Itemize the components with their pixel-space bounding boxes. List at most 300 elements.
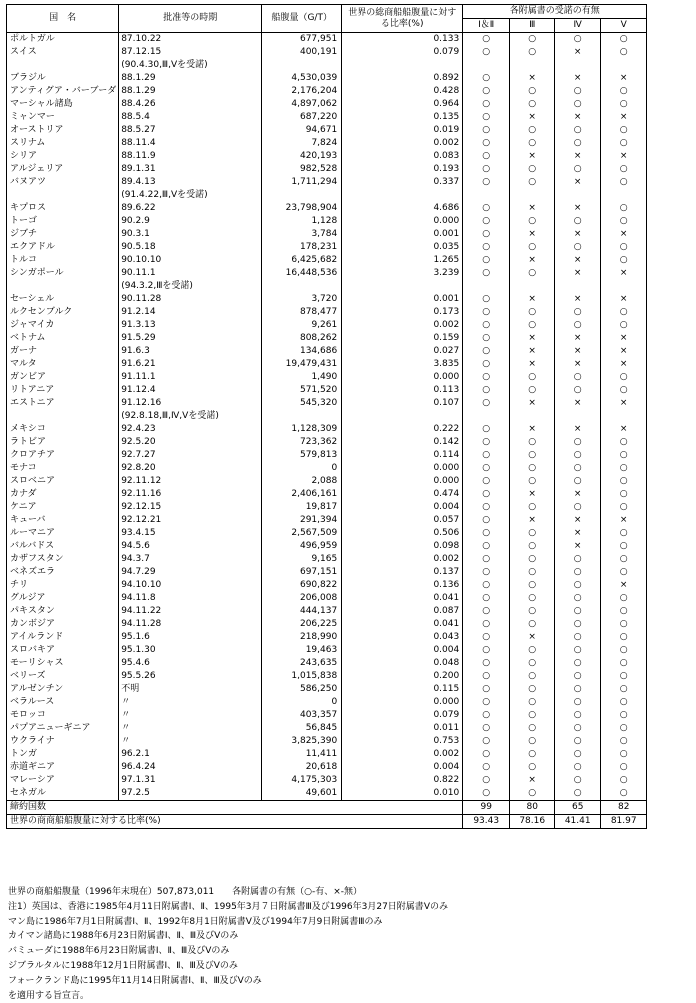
marpol-ratification-table: [6, 4, 647, 829]
cell-annex-4: ○: [555, 501, 601, 514]
cell-annex-1-2: ○: [463, 202, 510, 215]
cell-annex-3: ○: [510, 696, 555, 709]
cell-country: スロバキア: [7, 644, 119, 657]
cell-annex-5: [601, 189, 647, 202]
cell-annex-3: ×: [510, 202, 555, 215]
cell-annex-3: ○: [510, 748, 555, 761]
cell-date: 94.3.7: [119, 553, 262, 566]
cell-date: 90.5.18: [119, 241, 262, 254]
cell-annex-4: ○: [555, 306, 601, 319]
cell-ratio: 0.002: [342, 748, 463, 761]
table-row: [7, 319, 647, 332]
cell-annex-5: ○: [601, 98, 647, 111]
cell-tonnage: 586,250: [262, 683, 342, 696]
cell-country: キューバ: [7, 514, 119, 527]
table-row-note: [7, 280, 647, 293]
cell-tonnage: 23,798,904: [262, 202, 342, 215]
cell-annex-1-2: ○: [463, 124, 510, 137]
cell-tonnage: 444,137: [262, 605, 342, 618]
cell-annex-1-2: ○: [463, 33, 510, 47]
cell-date: 92.11.16: [119, 488, 262, 501]
footnote-line: カイマン諸島に1988年6月23日附属書Ⅰ、Ⅱ、Ⅲ及びⅤのみ: [8, 931, 239, 942]
cell-tonnage: [262, 59, 342, 72]
cell-country: トンガ: [7, 748, 119, 761]
cell-ratio: 0.087: [342, 605, 463, 618]
cell-country: モロッコ: [7, 709, 119, 722]
cell-date: 94.5.6: [119, 540, 262, 553]
cell-annex-5: ○: [601, 527, 647, 540]
cell-annex-5: ○: [601, 371, 647, 384]
cell-tonnage: 291,394: [262, 514, 342, 527]
cell-date: 92.12.15: [119, 501, 262, 514]
cell-ratio: 0.004: [342, 761, 463, 774]
cell-ratio: 0.019: [342, 124, 463, 137]
cell-annex-1-2: ○: [463, 358, 510, 371]
cell-date: 88.1.29: [119, 72, 262, 85]
cell-annex-1-2: ○: [463, 436, 510, 449]
cell-date: 94.11.28: [119, 618, 262, 631]
cell-annex-4: ×: [555, 345, 601, 358]
cell-annex-5: ○: [601, 540, 647, 553]
cell-country: メキシコ: [7, 423, 119, 436]
cell-ratio: 0.200: [342, 670, 463, 683]
cell-ratio: 0.083: [342, 150, 463, 163]
cell-tonnage: 496,959: [262, 540, 342, 553]
cell-annex-3: [510, 59, 555, 72]
cell-country: アンティグア・バーブーダ: [7, 85, 119, 98]
cell-annex-4: ○: [555, 748, 601, 761]
cell-annex-5: ○: [601, 241, 647, 254]
cell-country: リトアニア: [7, 384, 119, 397]
cell-ratio: 0.035: [342, 241, 463, 254]
header-date: 批准等の時期: [119, 5, 262, 33]
cell-date: 89.1.31: [119, 163, 262, 176]
cell-date: 〃: [119, 735, 262, 748]
cell-date: 92.11.12: [119, 475, 262, 488]
cell-date: 95.4.6: [119, 657, 262, 670]
cell-ratio: 0.001: [342, 293, 463, 306]
cell-date: 96.2.1: [119, 748, 262, 761]
cell-annex-1-2: ○: [463, 722, 510, 735]
cell-annex-4: ○: [555, 605, 601, 618]
cell-ratio: 1.265: [342, 254, 463, 267]
cell-date: 91.5.29: [119, 332, 262, 345]
cell-ratio: 0.822: [342, 774, 463, 787]
cell-country: シリア: [7, 150, 119, 163]
cell-country: ジブチ: [7, 228, 119, 241]
cell-country: ベラルース: [7, 696, 119, 709]
cell-ratio: 0.428: [342, 85, 463, 98]
cell-tonnage: 16,448,536: [262, 267, 342, 280]
cell-annex-1-2: ○: [463, 501, 510, 514]
cell-date: 92.8.20: [119, 462, 262, 475]
table-row: [7, 787, 647, 801]
cell-country: セネガル: [7, 787, 119, 801]
cell-annex-5: [601, 280, 647, 293]
cell-annex-4: ×: [555, 488, 601, 501]
cell-annex-4: ×: [555, 332, 601, 345]
cell-annex-4: ○: [555, 85, 601, 98]
cell-ratio: 4.686: [342, 202, 463, 215]
cell-date: 90.10.10: [119, 254, 262, 267]
cell-annex-4: ○: [555, 384, 601, 397]
cell-country: ベリーズ: [7, 670, 119, 683]
cell-annex-4: ○: [555, 449, 601, 462]
cell-annex-4: ○: [555, 644, 601, 657]
cell-date: 91.2.14: [119, 306, 262, 319]
cell-tonnage: 1,711,294: [262, 176, 342, 189]
cell-annex-5: ×: [601, 150, 647, 163]
cell-annex-1-2: [463, 410, 510, 423]
cell-date: 88.1.29: [119, 85, 262, 98]
cell-ratio: 0.135: [342, 111, 463, 124]
cell-annex-3: [510, 280, 555, 293]
summary-ratio-row: [7, 815, 647, 829]
cell-tonnage: 56,845: [262, 722, 342, 735]
cell-ratio: 0.041: [342, 618, 463, 631]
cell-annex-5: ○: [601, 748, 647, 761]
cell-tonnage: [262, 280, 342, 293]
cell-ratio: 0.000: [342, 462, 463, 475]
cell-tonnage: 878,477: [262, 306, 342, 319]
cell-annex-3: ○: [510, 241, 555, 254]
cell-date: 90.2.9: [119, 215, 262, 228]
cell-tonnage: 420,193: [262, 150, 342, 163]
cell-date: 91.12.16: [119, 397, 262, 410]
table-row: [7, 293, 647, 306]
header-annex-3: Ⅲ: [510, 19, 555, 33]
table-row: [7, 748, 647, 761]
cell-tonnage: 0: [262, 696, 342, 709]
cell-tonnage: 687,220: [262, 111, 342, 124]
table-row: [7, 98, 647, 111]
cell-annex-1-2: ○: [463, 72, 510, 85]
cell-annex-3: ×: [510, 358, 555, 371]
cell-annex-4: ○: [555, 592, 601, 605]
footnote-line: を適用する旨宣言。: [8, 990, 90, 1001]
cell-tonnage: 206,008: [262, 592, 342, 605]
cell-annex-1-2: ○: [463, 488, 510, 501]
cell-annex-4: ○: [555, 319, 601, 332]
cell-tonnage: 579,813: [262, 449, 342, 462]
cell-date: 88.11.9: [119, 150, 262, 163]
cell-annex-5: ×: [601, 358, 647, 371]
table-row: [7, 137, 647, 150]
cell-annex-1-2: [463, 59, 510, 72]
cell-ratio: 0.892: [342, 72, 463, 85]
cell-annex-5: ○: [601, 553, 647, 566]
table-row: [7, 540, 647, 553]
cell-annex-5: ○: [601, 488, 647, 501]
cell-tonnage: 677,951: [262, 33, 342, 47]
cell-annex-3: ×: [510, 423, 555, 436]
cell-date: 88.5.27: [119, 124, 262, 137]
cell-country: セーシェル: [7, 293, 119, 306]
cell-date: 91.6.3: [119, 345, 262, 358]
cell-annex-5: ×: [601, 267, 647, 280]
cell-ratio: 0.193: [342, 163, 463, 176]
cell-annex-5: ×: [601, 293, 647, 306]
header-annex-group: 各附属書の受諾の有無: [463, 5, 647, 19]
table-row: [7, 722, 647, 735]
table-row: [7, 72, 647, 85]
cell-date: 92.12.21: [119, 514, 262, 527]
cell-annex-4: ○: [555, 553, 601, 566]
table-row: [7, 254, 647, 267]
cell-annex-5: ○: [601, 475, 647, 488]
table-row: [7, 423, 647, 436]
cell-annex-3: ○: [510, 761, 555, 774]
cell-annex-1-2: ○: [463, 475, 510, 488]
table-row: [7, 761, 647, 774]
cell-ratio: 0.506: [342, 527, 463, 540]
table-row: [7, 33, 647, 47]
cell-date: 89.6.22: [119, 202, 262, 215]
cell-date: 92.4.23: [119, 423, 262, 436]
cell-annex-4: ×: [555, 527, 601, 540]
cell-annex-1-2: ○: [463, 267, 510, 280]
table-row: [7, 267, 647, 280]
cell-tonnage: 3,784: [262, 228, 342, 241]
cell-date: 〃: [119, 709, 262, 722]
cell-annex-5: ×: [601, 345, 647, 358]
cell-annex-1-2: ○: [463, 514, 510, 527]
cell-annex-4: ×: [555, 150, 601, 163]
cell-tonnage: 982,528: [262, 163, 342, 176]
summary-ratio-label: 世界の商商船船腹量に対する比率(%): [7, 815, 463, 829]
cell-date: 88.4.26: [119, 98, 262, 111]
cell-annex-1-2: ○: [463, 319, 510, 332]
cell-country: ジャマイカ: [7, 319, 119, 332]
cell-tonnage: 4,530,039: [262, 72, 342, 85]
cell-annex-5: ○: [601, 501, 647, 514]
cell-annex-5: [601, 59, 647, 72]
cell-annex-1-2: ○: [463, 553, 510, 566]
cell-ratio: 0.000: [342, 371, 463, 384]
cell-annex-3: ×: [510, 254, 555, 267]
cell-annex-3: ○: [510, 46, 555, 59]
cell-annex-1-2: ○: [463, 345, 510, 358]
table-row: [7, 150, 647, 163]
footnote-line: 注1）英国は、香港に1985年4月11日附属書Ⅰ、Ⅱ、1995年3月７日附属書Ⅲ及び1996年3月27日附属書Ⅴのみ: [8, 901, 448, 912]
cell-annex-4: ○: [555, 436, 601, 449]
cell-annex-4: ○: [555, 475, 601, 488]
cell-annex-3: ○: [510, 462, 555, 475]
cell-annex-4: ×: [555, 254, 601, 267]
cell-ratio: 0.115: [342, 683, 463, 696]
cell-ratio: 0.011: [342, 722, 463, 735]
cell-annex-1-2: ○: [463, 566, 510, 579]
cell-annex-1-2: ○: [463, 748, 510, 761]
cell-annex-4: ×: [555, 228, 601, 241]
cell-annex-3: ○: [510, 176, 555, 189]
cell-annex-4: ○: [555, 579, 601, 592]
cell-ratio: 0.137: [342, 566, 463, 579]
footnote-line: フォークランド島に1995年11月14日附属書Ⅰ、Ⅱ、Ⅲ及びⅤのみ: [8, 975, 262, 986]
cell-annex-3: ○: [510, 566, 555, 579]
cell-annex-5: ○: [601, 46, 647, 59]
table-row: [7, 46, 647, 59]
footnote-line: マン島に1986年7月1日附属書Ⅰ、Ⅱ、1992年8月1日附属書Ⅴ及び1994年7月9日附属書Ⅲのみ: [8, 916, 383, 927]
cell-annex-1-2: ○: [463, 228, 510, 241]
cell-ratio: 0.133: [342, 33, 463, 47]
cell-annex-4: ×: [555, 540, 601, 553]
cell-annex-1-2: ○: [463, 735, 510, 748]
cell-tonnage: 19,463: [262, 644, 342, 657]
cell-annex-3: ○: [510, 384, 555, 397]
cell-country: モーリシャス: [7, 657, 119, 670]
cell-date: (90.4.30,Ⅲ,Ⅴを受諾): [119, 59, 262, 72]
cell-country: ブラジル: [7, 72, 119, 85]
cell-annex-5: ○: [601, 566, 647, 579]
cell-annex-3: ○: [510, 319, 555, 332]
cell-annex-1-2: ○: [463, 449, 510, 462]
cell-annex-1-2: ○: [463, 215, 510, 228]
cell-annex-1-2: ○: [463, 683, 510, 696]
cell-ratio: 0.000: [342, 696, 463, 709]
cell-ratio: 0.000: [342, 475, 463, 488]
table-row: [7, 449, 647, 462]
cell-ratio: 0.002: [342, 553, 463, 566]
cell-annex-5: ○: [601, 202, 647, 215]
cell-annex-4: ×: [555, 293, 601, 306]
cell-date: 94.11.8: [119, 592, 262, 605]
cell-annex-3: ○: [510, 579, 555, 592]
cell-annex-4: ○: [555, 670, 601, 683]
cell-tonnage: 1,128,309: [262, 423, 342, 436]
cell-annex-3: ○: [510, 124, 555, 137]
cell-tonnage: 545,320: [262, 397, 342, 410]
cell-annex-3: ○: [510, 553, 555, 566]
cell-tonnage: 3,825,390: [262, 735, 342, 748]
table-row: [7, 241, 647, 254]
cell-annex-1-2: ○: [463, 371, 510, 384]
cell-ratio: 0.057: [342, 514, 463, 527]
cell-annex-3: ○: [510, 137, 555, 150]
cell-annex-4: ○: [555, 735, 601, 748]
cell-country: チリ: [7, 579, 119, 592]
cell-annex-4: ○: [555, 137, 601, 150]
cell-date: 〃: [119, 722, 262, 735]
cell-date: 94.10.10: [119, 579, 262, 592]
table-row-note: [7, 410, 647, 423]
cell-annex-5: ×: [601, 332, 647, 345]
cell-annex-4: ○: [555, 124, 601, 137]
cell-annex-3: ○: [510, 527, 555, 540]
cell-annex-5: ○: [601, 85, 647, 98]
table-row: [7, 124, 647, 137]
cell-annex-1-2: ○: [463, 618, 510, 631]
cell-country: ケニア: [7, 501, 119, 514]
cell-tonnage: 808,262: [262, 332, 342, 345]
cell-date: 93.4.15: [119, 527, 262, 540]
cell-tonnage: 690,822: [262, 579, 342, 592]
cell-country: ベネズエラ: [7, 566, 119, 579]
cell-annex-3: ×: [510, 293, 555, 306]
summary-count-annex-4: 65: [555, 801, 601, 815]
cell-country: アルジェリア: [7, 163, 119, 176]
cell-date: 96.4.24: [119, 761, 262, 774]
cell-annex-3: ○: [510, 592, 555, 605]
cell-tonnage: 49,601: [262, 787, 342, 801]
cell-annex-1-2: ○: [463, 293, 510, 306]
cell-tonnage: 94,671: [262, 124, 342, 137]
cell-ratio: 0.002: [342, 137, 463, 150]
table-row: [7, 592, 647, 605]
table-row: [7, 553, 647, 566]
cell-annex-3: ○: [510, 475, 555, 488]
cell-date: (91.4.22,Ⅲ,Ⅴを受諾): [119, 189, 262, 202]
cell-country: トーゴ: [7, 215, 119, 228]
table-row: [7, 332, 647, 345]
cell-annex-3: ○: [510, 644, 555, 657]
cell-country: [7, 410, 119, 423]
cell-ratio: 0.004: [342, 644, 463, 657]
cell-date: 95.5.26: [119, 670, 262, 683]
cell-annex-1-2: ○: [463, 254, 510, 267]
cell-tonnage: 2,406,161: [262, 488, 342, 501]
cell-country: ルーマニア: [7, 527, 119, 540]
cell-annex-5: ○: [601, 306, 647, 319]
cell-tonnage: 206,225: [262, 618, 342, 631]
cell-ratio: 0.002: [342, 319, 463, 332]
cell-annex-1-2: ○: [463, 163, 510, 176]
cell-annex-5: ○: [601, 215, 647, 228]
table-row: [7, 215, 647, 228]
cell-ratio: 0.113: [342, 384, 463, 397]
cell-annex-1-2: ○: [463, 111, 510, 124]
cell-ratio: 0.753: [342, 735, 463, 748]
table-row: [7, 384, 647, 397]
cell-date: 91.12.4: [119, 384, 262, 397]
table-row: [7, 735, 647, 748]
cell-country: スロベニア: [7, 475, 119, 488]
table-row: [7, 176, 647, 189]
summary-ratio-annex-1-2: 93.43: [463, 815, 510, 829]
cell-annex-3: ○: [510, 540, 555, 553]
cell-annex-3: ×: [510, 631, 555, 644]
cell-annex-1-2: ○: [463, 709, 510, 722]
cell-date: (94.3.2,Ⅲを受諾): [119, 280, 262, 293]
table-row: [7, 527, 647, 540]
cell-ratio: 0.159: [342, 332, 463, 345]
cell-tonnage: 9,165: [262, 553, 342, 566]
cell-tonnage: 0: [262, 462, 342, 475]
cell-ratio: 0.098: [342, 540, 463, 553]
cell-annex-5: ○: [601, 761, 647, 774]
cell-annex-4: ○: [555, 33, 601, 47]
cell-date: 94.7.29: [119, 566, 262, 579]
table-row: [7, 228, 647, 241]
cell-country: ルクセンブルク: [7, 306, 119, 319]
cell-annex-3: ○: [510, 683, 555, 696]
cell-annex-5: ○: [601, 683, 647, 696]
table-row: [7, 709, 647, 722]
cell-annex-1-2: ○: [463, 527, 510, 540]
cell-annex-3: ×: [510, 150, 555, 163]
cell-annex-5: ○: [601, 735, 647, 748]
cell-annex-5: ○: [601, 670, 647, 683]
cell-date: 92.5.20: [119, 436, 262, 449]
cell-annex-3: ○: [510, 449, 555, 462]
cell-country: トルコ: [7, 254, 119, 267]
cell-annex-1-2: ○: [463, 670, 510, 683]
cell-annex-4: ○: [555, 241, 601, 254]
cell-country: キプロス: [7, 202, 119, 215]
cell-annex-4: ○: [555, 215, 601, 228]
cell-annex-4: ×: [555, 176, 601, 189]
cell-tonnage: 3,720: [262, 293, 342, 306]
